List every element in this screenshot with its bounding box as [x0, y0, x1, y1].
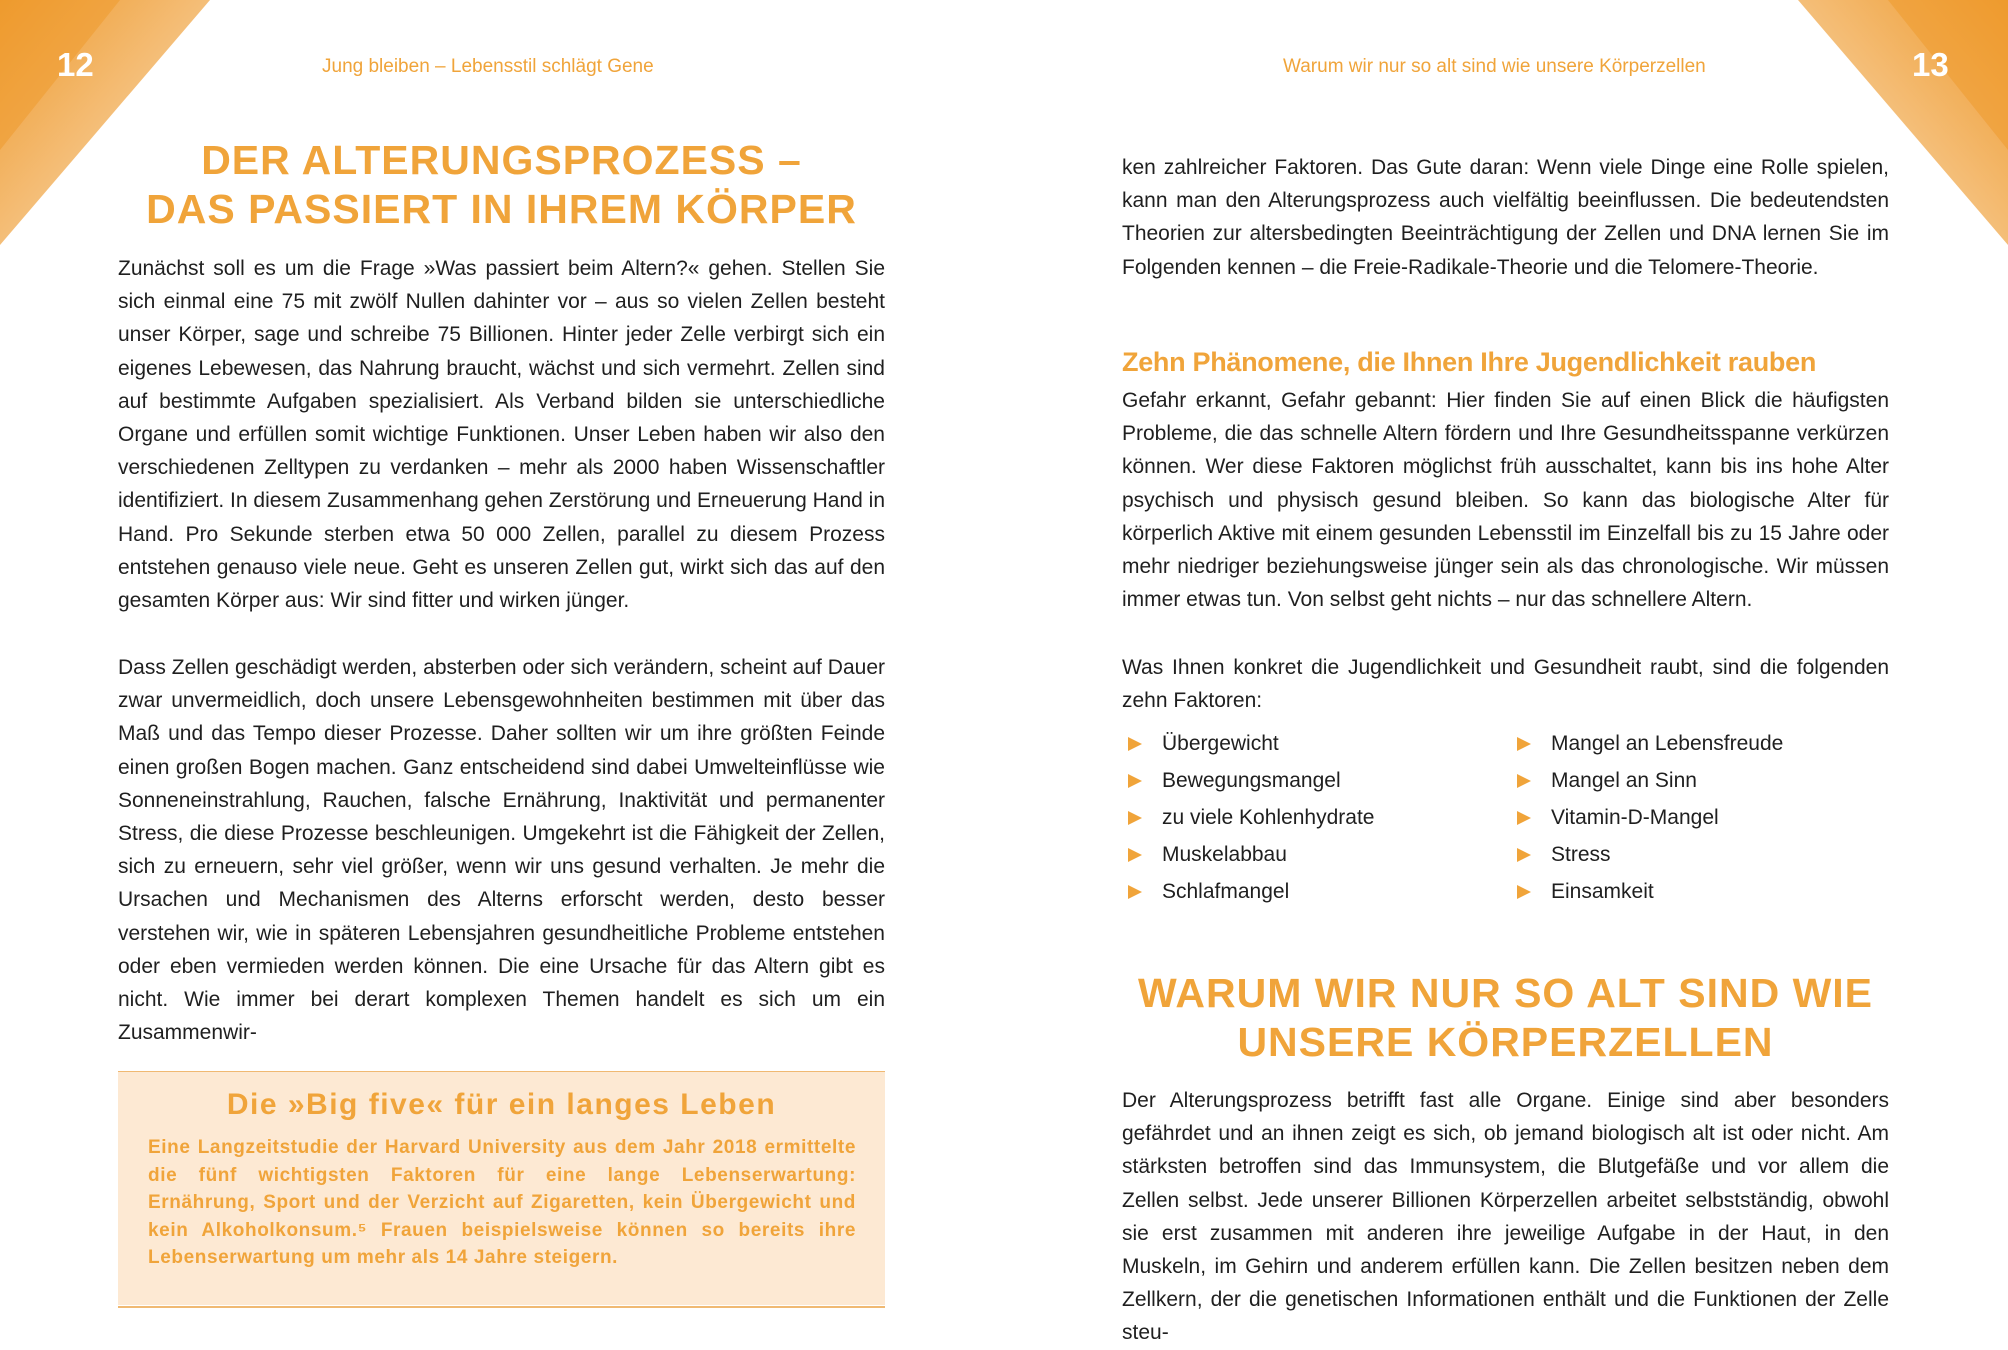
- list-item-label: Stress: [1551, 843, 1611, 866]
- chapter-title: [1092, 969, 1919, 1067]
- list-item-label: Einsamkeit: [1551, 880, 1654, 903]
- list-item-label: Mangel an Lebensfreude: [1551, 732, 1784, 755]
- body-paragraph-1: ken zahlreicher Faktoren. Das Gute daran: Wenn viele Dinge eine Rolle spielen, kann man den Alterungsprozess auch vielfältig beeinflussen. Die bedeutendsten Theorien zur altersbedingten Beeinträchtigung der Zellen und DNA lernen Sie im Folgenden kennen – die Freie-Radikale-Theorie und die Telomere-Theorie.: [1122, 156, 1889, 279]
- list-item: [1128, 836, 1374, 873]
- arrow-bullet-icon: [1517, 848, 1531, 862]
- running-head: Jung bleiben – Lebensstil schlägt Gene: [322, 56, 654, 77]
- chapter-title-line-1: WARUM WIR NUR SO ALT SIND WIE: [1137, 970, 1874, 1016]
- page-number: 12: [57, 46, 94, 83]
- running-head: Warum wir nur so alt sind wie unsere Körperzellen: [1283, 56, 1706, 77]
- factor-list-right: [1517, 725, 1783, 910]
- arrow-bullet-icon: [1517, 737, 1531, 751]
- list-item: [1128, 725, 1374, 762]
- list-item: [1517, 873, 1783, 910]
- box-bottom-rule: [118, 1306, 885, 1308]
- arrow-bullet-icon: [1128, 774, 1142, 788]
- list-item-label: Vitamin-D-Mangel: [1551, 806, 1719, 829]
- body-paragraph-3: Was Ihnen konkret die Jugendlichkeit und Gesundheit raubt, sind die folgenden zehn Faktoren:: [1122, 656, 1889, 713]
- info-box-text: Eine Langzeitstudie der Harvard University aus dem Jahr 2018 ermittelte die fünf wichtigsten Faktoren für eine lange Lebenserwartung: Ernährung, Sport und der Verzicht auf Zigaretten, kein Übergewicht und kein Alkoholkonsum.⁵ Frauen beispielsweise können so bereits ihre Lebenserwartung um mehr als 14 Jahre steigern.: [148, 1137, 856, 1268]
- info-box-title: Die »Big five« für ein langes Leben: [226, 1088, 777, 1121]
- list-item-label: zu viele Kohlenhydrate: [1162, 806, 1375, 829]
- list-item-label: Mangel an Sinn: [1551, 769, 1697, 792]
- chapter-title: [118, 136, 885, 234]
- list-item-label: Muskelabbau: [1162, 843, 1287, 866]
- arrow-bullet-icon: [1128, 737, 1142, 751]
- page-number: 13: [1912, 46, 1949, 83]
- arrow-bullet-icon: [1128, 885, 1142, 899]
- arrow-bullet-icon: [1128, 848, 1142, 862]
- list-item: [1517, 762, 1783, 799]
- chapter-title-line-1: DER ALTERUNGSPROZESS –: [201, 137, 802, 183]
- arrow-bullet-icon: [1128, 811, 1142, 825]
- arrow-bullet-icon: [1517, 885, 1531, 899]
- list-item-label: Übergewicht: [1162, 732, 1279, 755]
- body-paragraph-1: Zunächst soll es um die Frage »Was passiert beim Altern?« gehen. Stellen Sie sich einmal eine 75 mit zwölf Nullen dahinter vor – aus so vielen Zellen besteht unser Körper, sage und schreibe 75 Billionen. Hinter jeder Zelle verbirgt sich ein eigenes Lebewesen, das Nahrung braucht, wächst und sich vermehrt. Zellen sind auf bestimmte Aufgaben spezialisiert. Als Verband bilden sie unterschiedliche Organe und erfüllen somit wichtige Funktionen. Unser Leben haben wir also den verschiedenen Zelltypen zu verdanken – mehr als 2000 haben Wissenschaftler identifiziert. In diesem Zusammenhang gehen Zerstörung und Erneuerung Hand in Hand. Pro Sekunde sterben etwa 50 000 Zellen, parallel zu diesem Prozess entstehen genauso viele neue. Geht es unseren Zellen gut, wirkt sich das auf den gesamten Körper aus: Wir sind fitter und wirken jünger.: [118, 257, 885, 613]
- chapter-title-line-2: UNSERE KÖRPERZELLEN: [1237, 1019, 1774, 1065]
- list-item: [1128, 799, 1374, 836]
- right-page: [1004, 0, 2008, 1345]
- body-paragraph-2: Gefahr erkannt, Gefahr gebannt: Hier finden Sie auf einen Blick die häufigsten Probleme, die das schnelle Altern fördern und Ihre Gesundheitsspanne verkürzen können. Wer diese Faktoren möglichst früh ausschaltet, kann bis ins hohe Alter psychisch und physisch gesund bleiben. So kann das biologische Alter für körperlich Aktive mit einem gesunden Lebensstil im Einzelfall bis zu 15 Jahre oder mehr niedriger beziehungsweise jünger sein als das chronologische. Wir müssen immer etwas tun. Von selbst geht nichts – nur das schnellere Altern.: [1122, 389, 1889, 612]
- factor-list-left: [1128, 725, 1374, 910]
- list-item: [1517, 836, 1783, 873]
- arrow-bullet-icon: [1517, 811, 1531, 825]
- body-paragraph-2: Dass Zellen geschädigt werden, absterben oder sich verändern, scheint auf Dauer zwar unvermeidlich, doch unsere Lebensgewohnheiten bestimmen mit über das Maß und das Tempo dieser Prozesse. Daher sollten wir um ihre größten Feinde einen großen Bogen machen. Ganz entscheidend sind dabei Umwelteinflüsse wie Sonneneinstrahlung, Rauchen, falsche Ernährung, Inaktivität und permanenter Stress, die diese Prozesse beschleunigen. Umgekehrt ist die Fähigkeit der Zellen, sich zu erneuern, sehr viel größer, wenn wir uns gesund verhalten. Je mehr die Ursachen und Mechanismen des Alterns erforscht werden, desto besser verstehen wir, wie in späteren Lebensjahren gesundheitliche Probleme entstehen oder eben vermieden werden können. Die eine Ursache für das Altern gibt es nicht. Wie immer bei derart komplexen Themen handelt es sich um ein Zusammenwir-: [118, 656, 885, 1045]
- list-item: [1128, 762, 1374, 799]
- list-item: [1517, 725, 1783, 762]
- section-subheading: Zehn Phänomene, die Ihnen Ihre Jugendlichkeit rauben: [1122, 347, 1817, 377]
- list-item-label: Bewegungsmangel: [1162, 769, 1341, 792]
- list-item: [1128, 873, 1374, 910]
- body-paragraph-4: Der Alterungsprozess betrifft fast alle Organe. Einige sind aber besonders gefährdet und an ihnen zeigt es sich, ob jemand biologisch alt ist oder nicht. Am stärksten betroffen sind das Immunsystem, die Blutgefäße und vor allem die Zellen selbst. Jede unserer Billionen Körperzellen arbeitet selbstständig, obwohl sie erst zusammen mit anderen ihre jeweilige Aufgabe in der Haut, in den Muskeln, im Gehirn und anderem erfüllen kann. Die Zellen besitzen neben dem Zellkern, der die genetischen Informationen enthält und die Funktionen der Zelle steu-: [1122, 1089, 1889, 1345]
- left-page: [0, 0, 1004, 1314]
- list-item-label: Schlafmangel: [1162, 880, 1290, 903]
- chapter-title-line-2: DAS PASSIERT IN IHREM KÖRPER: [146, 186, 857, 232]
- list-item: [1517, 799, 1783, 836]
- arrow-bullet-icon: [1517, 774, 1531, 788]
